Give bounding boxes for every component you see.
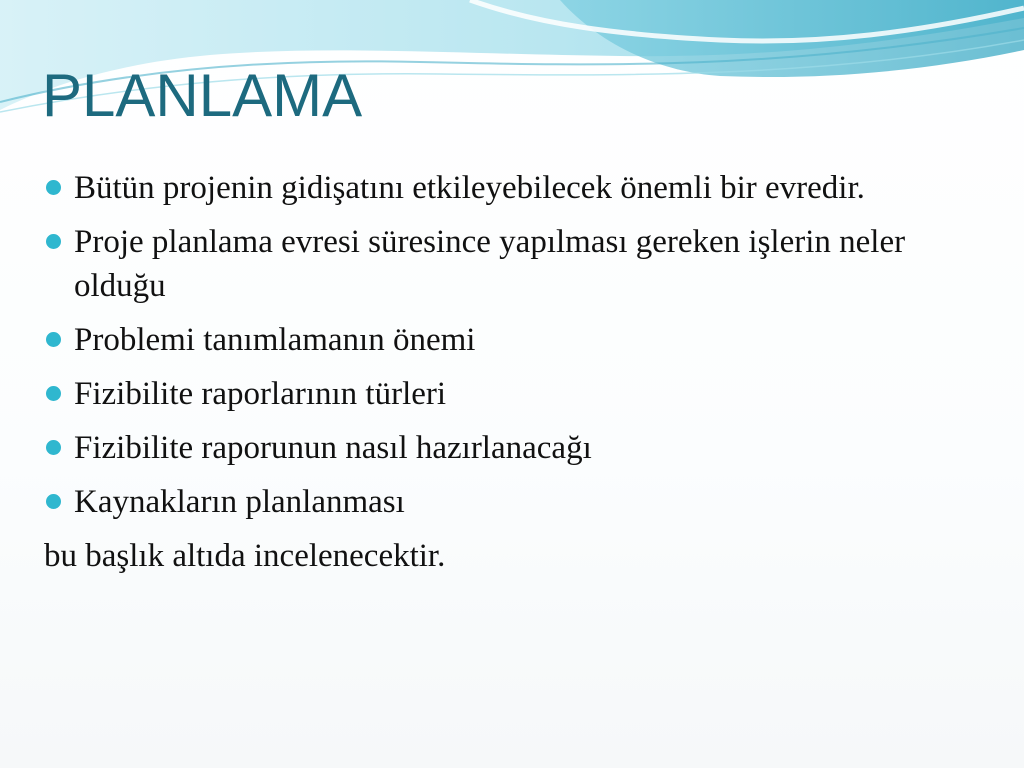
bullet-item xyxy=(44,166,974,210)
bullet-item xyxy=(44,480,974,524)
bullet-icon xyxy=(46,386,61,401)
bullet-text: Bütün projenin gidişatını etkileyebilecek önemli bir evredir. xyxy=(74,170,865,206)
bullet-icon xyxy=(46,494,61,509)
bullet-item xyxy=(44,318,974,362)
bullet-list xyxy=(44,166,974,524)
bullet-text: Fizibilite raporunun nasıl hazırlanacağı xyxy=(74,430,592,466)
bullet-text: Kaynakların planlanması xyxy=(74,484,405,520)
bullet-icon xyxy=(46,440,61,455)
closing-text: bu başlık altıda incelenecektir. xyxy=(44,538,446,574)
bullet-icon xyxy=(46,234,61,249)
bullet-text: Fizibilite raporlarının türleri xyxy=(74,376,447,412)
bullet-text: Problemi tanımlamanın önemi xyxy=(74,322,476,358)
bullet-text: Proje planlama evresi süresince yapılması gereken işlerin neler olduğu xyxy=(74,224,906,304)
bullet-item xyxy=(44,220,974,308)
bullet-item xyxy=(44,426,974,470)
bullet-icon xyxy=(46,332,61,347)
bullet-icon xyxy=(46,180,61,195)
slide-content xyxy=(44,166,974,578)
bullet-item xyxy=(44,372,974,416)
slide-title: PLANLAMA xyxy=(42,62,363,129)
